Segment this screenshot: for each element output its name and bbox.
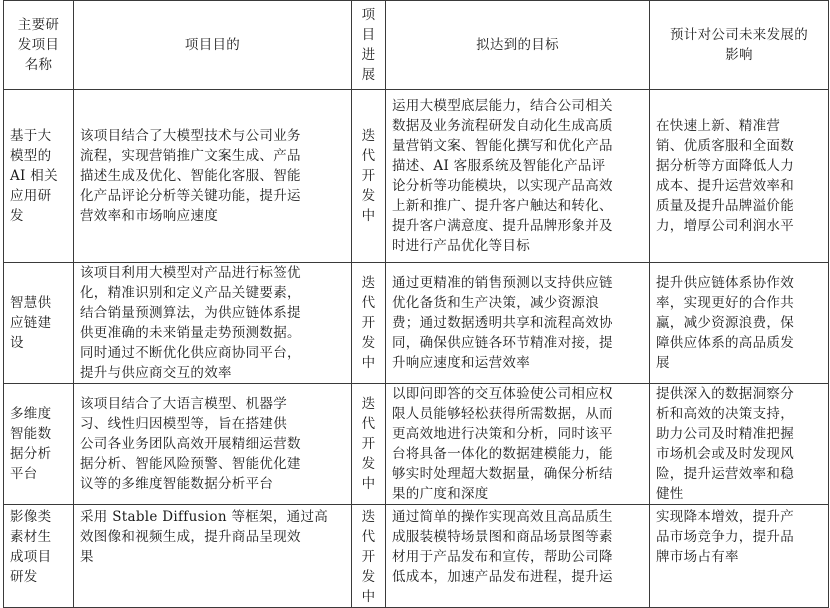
- header-goal: 拟达到的目标: [386, 1, 650, 90]
- table-row: [4, 384, 829, 505]
- progress-cell: 迭 代 开 发 中: [352, 505, 386, 608]
- header-purpose: 项目目的: [74, 1, 352, 90]
- header-project-name: 主要研 发项目 名称: [4, 1, 74, 90]
- header-progress: 项 目 进 展: [352, 1, 386, 90]
- project-name-cell: 影像类 素材生 成项目 研发: [4, 505, 74, 608]
- purpose-cell: 该项目结合了大语言模型、机器学 习、线性归因模型等，旨在搭建供 公司各业务团队高效开展精细运营数 据分析、智能风险预警、智能优化建 议等的多维度智能数据分析平台: [74, 384, 352, 505]
- table-row: [4, 263, 829, 384]
- goal-cell: 运用大模型底层能力，结合公司相关 数据及业务流程研发自动化生成高质 量营销文案、智能化撰写和优化产品 描述、AI 客服系统及智能化产品评 论分析等功能模块，以实现产品高效 上新和推广、提升客户触达和转化、 提升客户满意度、提升品牌形象并及 时进行产品优化等目标: [386, 90, 650, 263]
- purpose-cell: 采用 Stable Diffusion 等框架，通过高 效图像和视频生成，提升商品呈现效 果: [74, 505, 352, 608]
- impact-cell: 提升供应链体系协作效 率，实现更好的合作共 赢，减少资源浪费，保 障供应体系的高品质发 展: [650, 263, 829, 384]
- impact-cell: 在快速上新、精准营 销、优质客服和全面数 据分析等方面降低人力 成本、提升运营效率和 质量及提升品牌溢价能 力，增厚公司利润水平: [650, 90, 829, 263]
- impact-cell: 提供深入的数据洞察分 析和高效的决策支持， 助力公司及时精准把握 市场机会或及时发现风 险，提升运营效率和稳 健性: [650, 384, 829, 505]
- table-row: [4, 505, 829, 608]
- project-name-cell: 多维度 智能数 据分析 平台: [4, 384, 74, 505]
- progress-cell: 迭 代 开 发 中: [352, 384, 386, 505]
- progress-cell: 迭 代 开 发 中: [352, 90, 386, 263]
- purpose-cell: 该项目利用大模型对产品进行标签优 化，精准识别和定义产品关键要素， 结合销量预测算法，为供应链体系提 供更准确的未来销量走势预测数据。 同时通过不断优化供应商协同平台， 提升与供应商交互的效率: [74, 263, 352, 384]
- table-header-row: [4, 1, 829, 90]
- header-impact: 预计对公司未来发展的 影响: [650, 1, 829, 90]
- project-name-cell: 智慧供 应链建 设: [4, 263, 74, 384]
- table-row: [4, 90, 829, 263]
- goal-cell: 通过更精准的销售预测以支持供应链 优化备货和生产决策，减少资源浪 费；通过数据透明共享和流程高效协 同，确保供应链各环节精准对接，提 升响应速度和运营效率: [386, 263, 650, 384]
- project-name-cell: 基于大 模型的 AI 相关 应用研 发: [4, 90, 74, 263]
- rd-projects-table: [3, 0, 829, 608]
- goal-cell: 通过简单的操作实现高效且高品质生 成服装模特场景图和商品场景图等素 材用于产品发布和宣传，帮助公司降 低成本，加速产品发布进程，提升运: [386, 505, 650, 608]
- goal-cell: 以即问即答的交互体验使公司相应权 限人员能够轻松获得所需数据，从而 更高效地进行决策和分析，同时该平 台将具备一体化的数据建模能力，能 够实时处理超大数据量，确保分析结 果的广度和深度: [386, 384, 650, 505]
- purpose-cell: 该项目结合了大模型技术与公司业务 流程，实现营销推广文案生成、产品 描述生成及优化、智能化客服、智能 化产品评论分析等关键功能，提升运 营效率和市场响应速度: [74, 90, 352, 263]
- impact-cell: 实现降本增效，提升产 品市场竞争力，提升品 牌市场占有率: [650, 505, 829, 608]
- progress-cell: 迭 代 开 发 中: [352, 263, 386, 384]
